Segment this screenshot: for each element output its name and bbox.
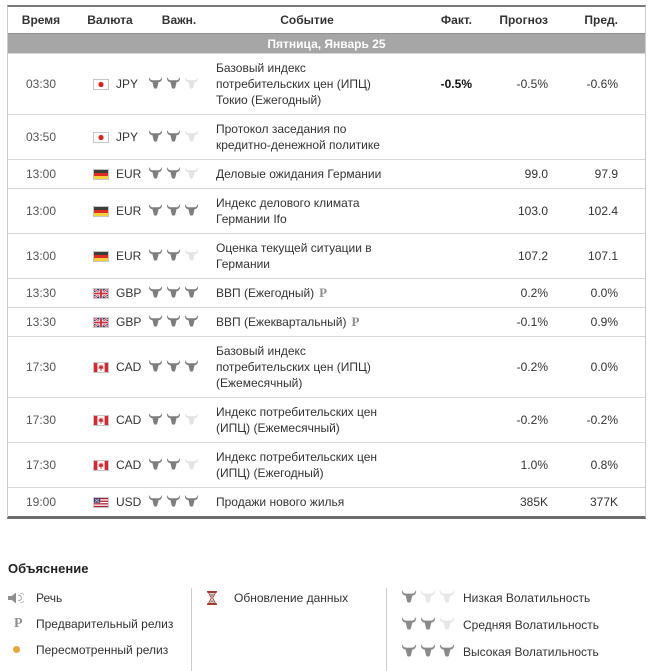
legend-label: Пересмотренный релиз — [36, 642, 169, 657]
previous-value: 0.0% — [590, 286, 618, 300]
forecast-value: 1.0% — [520, 458, 548, 472]
bull-icon — [148, 204, 163, 216]
previous-value: 0.0% — [590, 360, 618, 374]
currency-code: EUR — [116, 249, 142, 263]
us-flag-icon — [93, 497, 109, 508]
legend-label: Речь — [36, 590, 63, 605]
currency-code: EUR — [116, 204, 142, 218]
bull-icon — [166, 495, 181, 507]
col-header-importance: Важн. — [161, 13, 197, 27]
forecast-value: 385K — [519, 495, 548, 509]
event-title: Протокол заседания по кредитно-денежной политике — [216, 122, 380, 152]
high-volatility-icon — [401, 644, 463, 660]
col-header-event: Событие — [280, 13, 334, 27]
forecast-value: 103.0 — [517, 204, 548, 218]
event-title: Базовый индекс потребительских цен (ИПЦ) Токио (Ежегодный) — [216, 61, 371, 107]
importance-bulls-icon — [146, 315, 212, 330]
importance-bulls-icon — [146, 458, 212, 473]
uk-flag-icon — [93, 317, 109, 328]
japan-flag-icon — [93, 132, 109, 143]
event-time: 13:00 — [25, 249, 57, 263]
table-row[interactable] — [8, 442, 645, 487]
importance-bulls-icon — [146, 167, 212, 182]
bull-icon — [148, 495, 163, 507]
currency-cell — [74, 204, 146, 218]
table-row[interactable] — [8, 307, 645, 336]
currency-cell — [74, 77, 146, 91]
event-time: 13:00 — [25, 167, 57, 181]
col-header-forecast: Прогноз — [499, 13, 548, 27]
event-time: 03:30 — [25, 77, 57, 91]
bull-icon — [166, 413, 181, 425]
currency-cell — [74, 130, 146, 144]
importance-bulls-icon — [146, 286, 212, 301]
importance-bulls-icon — [146, 360, 212, 375]
legend-column-update — [191, 588, 386, 671]
currency-cell — [74, 495, 146, 509]
bull-icon — [184, 458, 199, 470]
preliminary-icon: P — [351, 314, 360, 329]
event-title: Оценка текущей ситуации в Германии — [216, 241, 372, 271]
bull-icon — [166, 167, 181, 179]
table-row[interactable] — [8, 233, 645, 278]
event-time: 13:30 — [25, 315, 57, 329]
currency-code: GBP — [116, 286, 142, 300]
currency-cell — [74, 286, 146, 300]
forecast-value: 0.2% — [520, 286, 548, 300]
bull-icon — [166, 204, 181, 216]
currency-code: JPY — [116, 130, 139, 144]
event-time: 17:30 — [25, 413, 57, 427]
low-volatility-icon — [401, 590, 463, 606]
canada-flag-icon — [93, 460, 109, 471]
bull-icon — [184, 249, 199, 261]
forecast-value: -0.2% — [516, 413, 548, 427]
hourglass-icon — [206, 591, 234, 605]
legend-label: Обновление данных — [234, 590, 349, 605]
legend-item-speech — [8, 590, 191, 605]
bull-icon — [148, 77, 163, 89]
bull-icon — [166, 77, 181, 89]
revised-release-icon — [8, 646, 36, 653]
bull-icon — [166, 315, 181, 327]
currency-code: CAD — [116, 413, 142, 427]
bull-icon — [166, 286, 181, 298]
currency-cell — [74, 249, 146, 263]
actual-value: -0.5% — [440, 77, 472, 91]
previous-value: 0.8% — [590, 458, 618, 472]
previous-value: 102.4 — [587, 204, 618, 218]
legend-item-high-volatility — [401, 644, 650, 660]
bull-icon — [148, 130, 163, 142]
uk-flag-icon — [93, 288, 109, 299]
bull-icon — [148, 360, 163, 372]
legend-label: Средняя Волатильность — [463, 618, 600, 632]
medium-volatility-icon — [401, 617, 463, 633]
currency-cell — [74, 167, 146, 181]
currency-code: GBP — [116, 315, 142, 329]
col-header-actual: Факт. — [440, 13, 472, 27]
event-link[interactable] — [212, 285, 402, 301]
importance-bulls-icon — [146, 130, 212, 145]
event-time: 17:30 — [25, 458, 57, 472]
bull-icon — [184, 167, 199, 179]
event-link[interactable] — [212, 343, 402, 391]
legend-column-markers — [8, 588, 191, 671]
event-link[interactable] — [212, 404, 402, 436]
event-title: ВВП (Ежегодный) — [216, 286, 315, 300]
event-link[interactable] — [212, 60, 402, 108]
bull-icon — [166, 130, 181, 142]
bull-icon — [166, 360, 181, 372]
previous-value: 97.9 — [594, 167, 618, 181]
forecast-value: -0.5% — [516, 77, 548, 91]
event-title: Индекс потребительских цен (ИПЦ) (Ежемесячный) — [216, 405, 378, 435]
legend-column-volatility — [386, 588, 650, 671]
bull-icon — [439, 644, 455, 657]
event-link[interactable] — [212, 240, 402, 272]
bull-icon — [148, 249, 163, 261]
preliminary-release-icon: P — [14, 615, 23, 631]
importance-bulls-icon — [146, 495, 212, 510]
bull-icon — [166, 249, 181, 261]
germany-flag-icon — [93, 169, 109, 180]
day-header: Пятница, Январь 25 — [8, 33, 645, 53]
event-title: Базовый индекс потребительских цен (ИПЦ) (Ежемесячный) — [216, 344, 371, 390]
previous-value: 0.9% — [590, 315, 618, 329]
currency-code: USD — [116, 495, 142, 509]
col-header-previous: Пред. — [584, 13, 618, 27]
currency-cell — [74, 458, 146, 472]
bull-icon — [420, 617, 436, 630]
event-time: 13:00 — [25, 204, 57, 218]
table-row[interactable] — [8, 159, 645, 188]
bull-icon — [148, 413, 163, 425]
importance-bulls-icon — [146, 204, 212, 219]
bull-icon — [148, 167, 163, 179]
event-title: Индекс потребительских цен (ИПЦ) (Ежегодный) — [216, 450, 378, 480]
importance-bulls-icon — [146, 249, 212, 264]
legend-label: Предварительный релиз — [36, 616, 174, 631]
table-row[interactable] — [8, 53, 645, 114]
japan-flag-icon — [93, 79, 109, 90]
previous-value: 377K — [589, 495, 618, 509]
event-title: Индекс делового климата Германии Ifo — [216, 196, 360, 226]
currency-code: CAD — [116, 458, 142, 472]
col-header-time: Время — [21, 13, 61, 27]
bull-icon — [439, 590, 455, 603]
event-time: 03:50 — [25, 130, 57, 144]
previous-value: -0.6% — [586, 77, 618, 91]
currency-code: JPY — [116, 77, 139, 91]
event-link[interactable] — [212, 195, 402, 227]
table-row[interactable] — [8, 336, 645, 397]
bull-icon — [401, 644, 417, 657]
forecast-value: 99.0 — [524, 167, 548, 181]
event-link[interactable] — [212, 494, 402, 510]
table-row[interactable] — [8, 487, 645, 516]
bull-icon — [401, 590, 417, 603]
table-row[interactable] — [8, 114, 645, 159]
event-link[interactable] — [212, 449, 402, 481]
canada-flag-icon — [93, 362, 109, 373]
legend-item-update — [206, 590, 386, 605]
bull-icon — [184, 360, 199, 372]
event-time: 13:30 — [25, 286, 57, 300]
bull-icon — [439, 617, 455, 630]
event-title: Деловые ожидания Германии — [216, 167, 382, 181]
event-time: 17:30 — [25, 360, 57, 374]
event-link[interactable] — [212, 166, 402, 182]
currency-code: CAD — [116, 360, 142, 374]
legend-label: Высокая Волатильность — [463, 645, 599, 659]
bull-icon — [184, 286, 199, 298]
table-row[interactable] — [8, 188, 645, 233]
preliminary-icon: P — [319, 285, 328, 300]
event-title: ВВП (Ежеквартальный) — [216, 315, 347, 329]
table-row[interactable] — [8, 397, 645, 442]
currency-cell — [74, 315, 146, 329]
table-row[interactable] — [8, 278, 645, 307]
previous-value: -0.2% — [586, 413, 618, 427]
forecast-value: 107.2 — [517, 249, 548, 263]
forecast-value: -0.2% — [516, 360, 548, 374]
event-link[interactable] — [212, 314, 402, 330]
importance-bulls-icon — [146, 77, 212, 92]
bull-icon — [148, 458, 163, 470]
legend-label: Низкая Волатильность — [463, 591, 591, 605]
bull-icon — [166, 458, 181, 470]
legend-title: Объяснение — [8, 561, 89, 576]
event-link[interactable] — [212, 121, 402, 153]
bull-icon — [184, 77, 199, 89]
speech-icon — [8, 592, 36, 604]
bull-icon — [148, 286, 163, 298]
bull-icon — [184, 315, 199, 327]
bull-icon — [184, 204, 199, 216]
col-header-currency: Валюта — [87, 13, 133, 27]
germany-flag-icon — [93, 251, 109, 262]
bull-icon — [184, 130, 199, 142]
event-title: Продажи нового жилья — [216, 495, 345, 509]
currency-cell — [74, 360, 146, 374]
legend-item-medium-volatility — [401, 617, 650, 633]
importance-bulls-icon — [146, 413, 212, 428]
previous-value: 107.1 — [587, 249, 618, 263]
table-header-row — [8, 7, 645, 33]
economic-calendar-table — [7, 5, 646, 519]
canada-flag-icon — [93, 415, 109, 426]
bull-icon — [401, 617, 417, 630]
bull-icon — [420, 644, 436, 657]
bull-icon — [184, 413, 199, 425]
legend-item-low-volatility — [401, 590, 650, 606]
forecast-value: -0.1% — [516, 315, 548, 329]
currency-code: EUR — [116, 167, 142, 181]
germany-flag-icon — [93, 206, 109, 217]
currency-cell — [74, 413, 146, 427]
bull-icon — [184, 495, 199, 507]
bull-icon — [148, 315, 163, 327]
bull-icon — [420, 590, 436, 603]
legend-item-preliminary — [8, 616, 191, 631]
event-time: 19:00 — [25, 495, 57, 509]
